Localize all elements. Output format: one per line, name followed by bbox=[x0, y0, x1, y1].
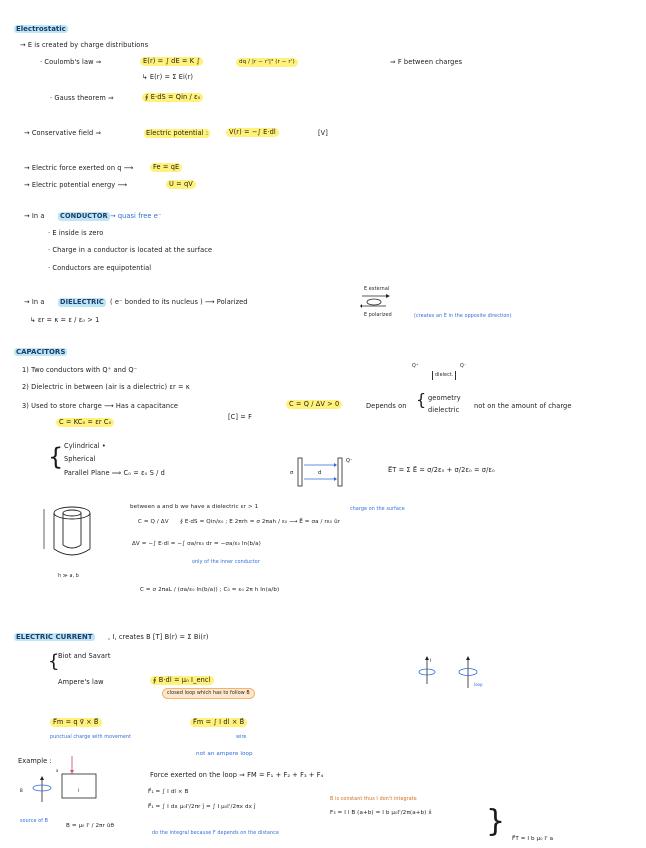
ampere-law-equation: ∮ B·dl = μ₀ I_encl bbox=[150, 676, 214, 685]
biot-savart: Biot and Savart bbox=[58, 652, 111, 660]
force-on-loop: Force exerted on the loop ⇒ FM = F₁ + F₂ + F₃ + F₄ bbox=[150, 771, 324, 779]
field-of-wire: B = μ₀ I' / 2πr ûθ bbox=[66, 823, 115, 829]
svg-text:x: x bbox=[56, 768, 59, 773]
capacitance-equation: C = Q / ΔV > 0 bbox=[286, 400, 342, 409]
wire-note: wire bbox=[236, 735, 247, 740]
potential-energy-label: → Electric potential energy ⟶ bbox=[24, 181, 128, 189]
cylinder-result: C = σ 2πaL / (σa/ε₀ ln(b/a)) ; C₀ = ε₀ 2π h ln(a/b) bbox=[140, 587, 280, 593]
coulomb-fraction: dq / |r − r'|³ (r − r') bbox=[236, 58, 298, 67]
superposition: ↳ E(r) = Σ Ei(r) bbox=[142, 73, 194, 81]
shape-cylindrical: Cylindrical • bbox=[64, 442, 106, 450]
conductor-field-zero: · E inside is zero bbox=[48, 229, 104, 237]
dielectric-qminus: Q⁻ bbox=[460, 364, 467, 369]
conservative-field: → Conservative field ⇒ bbox=[24, 129, 102, 137]
potential-equation: V(r) = −∫ E·dl bbox=[226, 128, 279, 137]
coulomb-label: · Coulomb's law ⇒ bbox=[40, 58, 102, 66]
wire-field-icon bbox=[415, 656, 439, 686]
depends-geometry: geometry bbox=[428, 394, 461, 402]
not-ampere-loop-note: not an ampere loop bbox=[196, 751, 253, 757]
gauss-label: · Gauss theorem ⇒ bbox=[50, 94, 114, 102]
heading-capacitors: CAPACITORS bbox=[16, 348, 66, 356]
not-amount-of-charge: not on the amount of charge bbox=[474, 402, 572, 410]
dielectric-qplus: Q⁺ bbox=[412, 364, 419, 369]
svg-text:B: B bbox=[20, 788, 23, 793]
conductor-prefix: → In a bbox=[24, 212, 45, 220]
electric-force-equation: Fe = qE bbox=[150, 163, 182, 172]
inner-conductor-note: only of the inner conductor bbox=[192, 560, 260, 565]
surface-charge-note: charge on the surface bbox=[350, 507, 405, 512]
conductor-surface-charge: · Charge in a conductor is located at the surface bbox=[48, 246, 213, 254]
relative-permittivity: ↳ εr = κ = ε / ε₀ > 1 bbox=[30, 316, 100, 324]
cap-point-2: 2) Dielectric in between (air is a dielectric) εr = κ bbox=[22, 383, 190, 391]
shapes-brace: { bbox=[48, 443, 64, 471]
coulomb-consequence: ⇒ F between charges bbox=[390, 58, 463, 66]
current-creates-b: , I, creates B [T] B(r) = Σ Bi(r) bbox=[108, 633, 209, 641]
conductor-free-electrons: → quasi free e⁻ bbox=[110, 212, 162, 220]
dielectric-prefix: → In a bbox=[24, 298, 45, 306]
potential-unit: [V] bbox=[318, 129, 328, 137]
shape-parallel-plane: Parallel Plane ⟹ C₀ = ε₀ S / d bbox=[64, 469, 165, 477]
cylindrical-capacitor-diagram bbox=[50, 505, 96, 561]
cylinder-height-note: h ≫ a, b bbox=[58, 574, 79, 579]
heading-electrostatic: Electrostatic bbox=[16, 25, 66, 33]
f3-expression: F₃ = I l B (a+b) = I b μ₀I'/2π(a+b) x̂ bbox=[330, 810, 432, 816]
ampere-loop-note: closed loop which has to follow B bbox=[162, 688, 255, 699]
cylinder-intro: between a and b we have a dielectric εr > 1 bbox=[130, 504, 259, 510]
depends-on: Depends on bbox=[366, 402, 407, 410]
es-line-created: → E is created by charge distributions bbox=[20, 41, 149, 49]
example-label: Example : bbox=[18, 757, 52, 765]
potential-energy-equation: U = qV bbox=[166, 180, 196, 189]
b-constant-note: B is constant thus I don't integrate bbox=[330, 797, 417, 802]
loop-field-icon bbox=[456, 656, 484, 690]
shape-spherical: Spherical bbox=[64, 455, 96, 463]
svg-text:σ: σ bbox=[290, 470, 294, 476]
dielectric-tag: DIELECTRIC bbox=[60, 298, 104, 306]
e-polarized-label: E polarized bbox=[364, 313, 392, 318]
svg-text:d: d bbox=[318, 470, 322, 476]
conductor-tag: CONDUCTOR bbox=[60, 212, 108, 220]
integral-note: do the integral because F depends on the distance bbox=[152, 831, 280, 836]
depends-brace: { bbox=[416, 390, 427, 409]
dielectric-description: ( e⁻ bonded to its nucleus ) ⟶ Polarized bbox=[110, 298, 248, 306]
gauss-equation: ∮ E·dS = Qin / ε₀ bbox=[142, 93, 203, 102]
coulomb-equation: E(r) = ∫ dE = K ∫ bbox=[140, 57, 203, 66]
current-brace: { bbox=[48, 651, 60, 672]
depends-dielectric: dielectric bbox=[428, 406, 460, 414]
heading-electric-current: ELECTRIC CURRENT bbox=[16, 633, 93, 641]
polarized-note: (creates an E in the opposite direction) bbox=[414, 314, 512, 319]
punctual-charge-note: punctual charge with movement bbox=[50, 735, 132, 740]
parallel-plate-diagram bbox=[290, 456, 370, 488]
polarization-icon bbox=[360, 293, 390, 307]
f1-expansion: F⃗₁ = ∫ I dx μ₀I'/2πr ĵ = ∫ I μ₀I'/2πx dx ĵ bbox=[148, 804, 256, 810]
f1-integral: F⃗₁ = ∫ I dl × B bbox=[148, 789, 189, 795]
kc-equation: C = KC₀ = εr C₀ bbox=[56, 418, 114, 427]
conductor-equipotential: · Conductors are equipotential bbox=[48, 264, 152, 272]
cylinder-gauss: ∮ E·dS = Qin/ε₀ ; E 2πrh = σ 2πah / ε₀ ⟶ E⃗ = σa / rε₀ ûr bbox=[180, 519, 341, 525]
cylinder-potential: ΔV = −∫ E·dl = −∫ σa/rε₀ dr = −σa/ε₀ ln(b/a) bbox=[132, 541, 261, 547]
cap-point-3: 3) Used to store charge ⟶ Has a capacitance bbox=[22, 402, 179, 410]
svg-text:loop: loop bbox=[474, 682, 483, 687]
cap-point-1: 1) Two conductors with Q⁺ and Q⁻ bbox=[22, 366, 138, 374]
plate-field-equation: E⃗T = Σ E⃗ = σ/2ε₀ + σ/2ε₀ = σ/ε₀ bbox=[388, 466, 495, 474]
svg-text:I: I bbox=[430, 658, 432, 663]
ampere-law-label: Ampere's law bbox=[58, 678, 104, 686]
magnetic-force-charge: F⃗m = q v⃗ × B⃗ bbox=[50, 718, 102, 727]
svg-text:Q⁻: Q⁻ bbox=[346, 458, 353, 464]
e-external-label: E external bbox=[364, 287, 390, 292]
total-force: F⃗T = I b μ₀ I' a bbox=[512, 836, 554, 842]
capacitance-unit: [C] = F bbox=[228, 413, 252, 421]
result-brace: } bbox=[486, 804, 506, 839]
source-of-b: source of B bbox=[20, 819, 48, 824]
potential-label: Electric potential : bbox=[146, 129, 209, 137]
wire-loop-example-diagram bbox=[20, 752, 120, 816]
magnetic-force-wire: F⃗m = ∫ I dl × B⃗ bbox=[190, 718, 247, 727]
dielectric-box: dielect. bbox=[432, 371, 456, 380]
electric-force-label: → Electric force exerted on q ⟶ bbox=[24, 164, 134, 172]
svg-text:I: I bbox=[78, 788, 80, 793]
cylinder-capacitance: C = Q / ΔV bbox=[138, 519, 169, 525]
